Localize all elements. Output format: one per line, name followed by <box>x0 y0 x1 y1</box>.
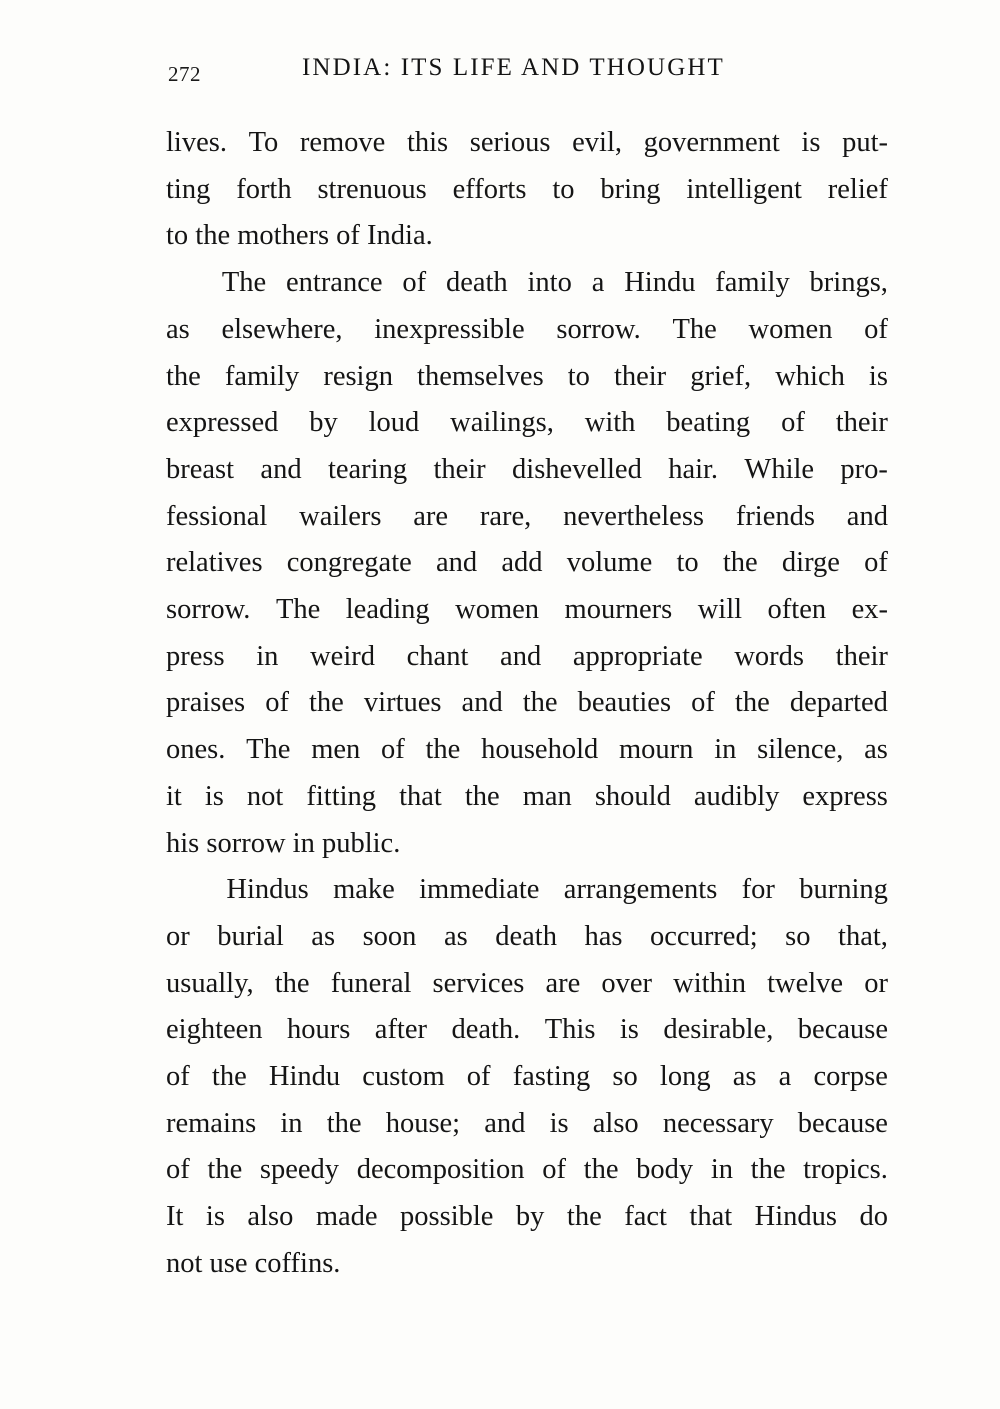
word: death <box>495 920 557 952</box>
word: the <box>522 687 558 719</box>
word: remove <box>299 127 386 158</box>
word: of <box>864 313 888 345</box>
word: with <box>584 407 636 439</box>
word: It <box>166 1201 184 1233</box>
body-text <box>166 120 888 1288</box>
word: are <box>545 967 581 999</box>
word: of <box>781 407 805 439</box>
word: the <box>166 360 201 392</box>
word: of <box>402 267 427 299</box>
word: so <box>612 1061 638 1093</box>
word: appropriate <box>572 640 703 672</box>
word: is <box>801 127 821 158</box>
word: The <box>275 594 321 626</box>
word: household <box>481 734 599 766</box>
word: over <box>601 967 652 999</box>
word: not use coffins. <box>166 1247 341 1279</box>
word: fasting <box>512 1061 591 1093</box>
word: mourn <box>619 734 694 766</box>
word: immediate <box>419 874 540 906</box>
word: grief, <box>690 360 752 392</box>
running-head: INDIA: ITS LIFE AND THOUGHT <box>302 54 725 81</box>
word: expressed <box>166 407 279 439</box>
word: entrance <box>286 267 383 299</box>
word: make <box>333 874 395 906</box>
word: is <box>619 1014 639 1046</box>
word: mourners <box>564 594 673 626</box>
text-line <box>166 447 888 494</box>
word: ex- <box>851 594 888 626</box>
text-line <box>166 540 888 587</box>
text-line <box>166 1007 888 1054</box>
text-line <box>166 260 888 307</box>
word: Hindu <box>268 1061 341 1093</box>
word: the <box>750 1154 786 1186</box>
word: to <box>676 547 699 579</box>
word: man <box>522 780 572 812</box>
word: praises <box>166 687 246 719</box>
word: express <box>802 780 888 812</box>
word: and <box>846 500 888 532</box>
word: funeral <box>330 967 412 999</box>
word: by <box>515 1201 545 1233</box>
word: made <box>315 1201 378 1233</box>
word: ting <box>166 173 211 205</box>
word: their <box>835 407 888 439</box>
word: resign <box>323 360 393 392</box>
word: also <box>247 1201 294 1233</box>
word: not <box>246 780 284 812</box>
text-line <box>166 867 888 914</box>
word: relatives <box>166 547 263 579</box>
word: wailings, <box>450 407 554 439</box>
word: volume <box>566 547 653 579</box>
word: of <box>265 687 289 719</box>
text-line <box>166 120 888 167</box>
word: forth <box>236 173 292 205</box>
word: as <box>864 734 888 766</box>
text-line <box>166 961 888 1008</box>
paragraph <box>166 260 888 867</box>
word: This <box>544 1014 596 1046</box>
word: to the mothers of India. <box>166 220 433 252</box>
text-line <box>166 680 888 727</box>
word: so <box>785 920 811 952</box>
word: by <box>309 407 338 439</box>
page-header <box>168 54 868 88</box>
word: ones. <box>166 734 226 766</box>
word: and <box>484 1107 526 1139</box>
word: body <box>636 1154 694 1186</box>
word: add <box>501 547 543 579</box>
word: the <box>326 1107 362 1139</box>
word: occurred; <box>650 920 758 952</box>
text-line <box>166 821 888 868</box>
word: friends <box>735 500 815 532</box>
word: in <box>714 734 737 766</box>
word: bring <box>600 173 661 205</box>
text-line <box>166 1147 888 1194</box>
word: fact <box>624 1201 667 1233</box>
word: has <box>584 920 623 952</box>
word: departed <box>789 687 888 719</box>
paragraph-indent <box>166 260 202 307</box>
text-line <box>166 634 888 681</box>
word: desirable, <box>663 1014 774 1046</box>
text-line <box>166 1194 888 1241</box>
word: Hindus <box>226 874 309 906</box>
word: it <box>166 780 182 812</box>
word: their <box>613 360 667 392</box>
word: the <box>309 687 344 719</box>
word: is <box>549 1107 569 1139</box>
word: as <box>732 1061 757 1093</box>
word: their <box>433 453 486 485</box>
word: death <box>445 267 508 299</box>
word: to <box>567 360 590 392</box>
word: beauties <box>577 687 672 719</box>
word: audibly <box>693 780 780 812</box>
word: because <box>797 1107 888 1139</box>
word: the <box>722 547 758 579</box>
word: nevertheless <box>563 500 704 532</box>
word: in <box>256 640 279 672</box>
word: efforts <box>452 173 527 205</box>
word: The <box>672 313 717 345</box>
word: words <box>734 640 804 672</box>
word: inexpressible <box>374 313 525 345</box>
word: leading <box>345 594 430 626</box>
word: sorrow. <box>166 594 251 626</box>
word: for <box>741 874 775 906</box>
word: press <box>166 640 225 672</box>
text-line <box>166 167 888 214</box>
word: of <box>691 687 715 719</box>
word: hair. <box>668 453 719 485</box>
word: this <box>406 127 449 158</box>
word: soon <box>362 920 417 952</box>
word: will <box>697 594 743 626</box>
word: To <box>248 127 279 158</box>
word: that, <box>838 920 888 952</box>
word: in <box>710 1154 733 1186</box>
word: eighteen <box>166 1014 263 1046</box>
word: beating <box>666 407 751 439</box>
word: the <box>566 1201 602 1233</box>
word: government <box>643 127 780 158</box>
word: The <box>246 734 291 766</box>
text-line <box>166 354 888 401</box>
text-line <box>166 1101 888 1148</box>
word: hours <box>287 1014 351 1046</box>
word: evil, <box>572 127 623 158</box>
word: serious <box>469 127 551 158</box>
word: a <box>591 267 605 299</box>
word: often <box>767 594 827 626</box>
page-number: 272 <box>168 62 201 86</box>
word: burial <box>217 920 284 952</box>
word: the <box>583 1154 619 1186</box>
word: remains <box>166 1107 257 1139</box>
word: is <box>868 360 888 392</box>
word: arrangements <box>563 874 718 906</box>
text-line <box>166 1241 888 1288</box>
text-line <box>166 774 888 821</box>
word: his sorrow in public. <box>166 827 401 859</box>
word: into <box>527 267 572 299</box>
word: because <box>797 1014 888 1046</box>
text-line <box>166 587 888 634</box>
word: the <box>211 1061 247 1093</box>
word: family <box>224 360 300 392</box>
word: put- <box>842 127 888 158</box>
word: usually, <box>166 967 254 999</box>
word: breast <box>166 453 235 485</box>
word: possible <box>400 1201 494 1233</box>
text-line <box>166 914 888 961</box>
word: necessary <box>662 1107 774 1139</box>
word: dirge <box>781 547 840 579</box>
word: or <box>864 967 888 999</box>
word: women <box>455 594 540 626</box>
word: a <box>778 1061 792 1093</box>
word: themselves <box>417 360 544 392</box>
text-line <box>166 400 888 447</box>
word: twelve <box>767 967 844 999</box>
word: as <box>443 920 468 952</box>
word: Hindu <box>624 267 696 299</box>
word: which <box>775 360 845 392</box>
word: do <box>859 1201 888 1233</box>
word: of <box>466 1061 491 1093</box>
word: elsewhere, <box>221 313 343 345</box>
text-line <box>166 213 888 260</box>
word: congregate <box>286 547 412 579</box>
word: tropics. <box>803 1154 888 1186</box>
word: in <box>280 1107 303 1139</box>
text-line <box>166 307 888 354</box>
word: women <box>748 313 833 345</box>
word: dishevelled <box>512 453 642 485</box>
word: wailers <box>299 500 382 532</box>
word: loud <box>368 407 420 439</box>
word: are <box>413 500 449 532</box>
word: men <box>311 734 361 766</box>
word: and <box>260 453 302 485</box>
word: should <box>594 780 671 812</box>
word: of <box>542 1154 566 1186</box>
word: custom <box>362 1061 445 1093</box>
word: of <box>864 547 888 579</box>
word: within <box>673 967 746 999</box>
word: house; <box>385 1107 461 1139</box>
word: lives. <box>166 127 227 158</box>
word: family <box>715 267 790 299</box>
word: virtues <box>363 687 442 719</box>
word: the <box>425 734 461 766</box>
word: fessional <box>166 500 268 532</box>
word: and <box>436 547 478 579</box>
word: relief <box>827 173 888 205</box>
word: of <box>381 734 405 766</box>
word: or <box>166 920 190 952</box>
word: speedy <box>259 1154 340 1186</box>
word: long <box>659 1061 711 1093</box>
word: also <box>592 1107 639 1139</box>
word: death. <box>451 1014 521 1046</box>
word: that <box>689 1201 733 1233</box>
word: the <box>274 967 310 999</box>
word: the <box>464 780 500 812</box>
word: is <box>204 780 224 812</box>
word: of <box>166 1154 190 1186</box>
word: as <box>311 920 336 952</box>
word: the <box>734 687 770 719</box>
paragraph <box>166 867 888 1287</box>
word: their <box>835 640 888 672</box>
word: is <box>205 1201 225 1233</box>
word: that <box>399 780 442 812</box>
word: as <box>166 313 190 345</box>
word: tearing <box>327 453 408 485</box>
word: weird <box>310 640 375 672</box>
word: chant <box>406 640 469 672</box>
word: the <box>207 1154 243 1186</box>
word: fitting <box>306 780 377 812</box>
word: and <box>500 640 542 672</box>
word: The <box>221 267 267 299</box>
word: rare, <box>479 500 532 532</box>
word: Hindus <box>754 1201 837 1233</box>
word: services <box>432 967 525 999</box>
word: corpse <box>813 1061 888 1093</box>
word: sorrow. <box>556 313 641 345</box>
text-line <box>166 1054 888 1101</box>
text-line <box>166 727 888 774</box>
word: strenuous <box>317 173 427 205</box>
word: and <box>461 687 503 719</box>
paragraph <box>166 120 888 260</box>
word: pro- <box>840 453 888 485</box>
word: of <box>166 1061 190 1093</box>
word: intelligent <box>686 173 802 205</box>
word: silence, <box>757 734 844 766</box>
word: burning <box>799 874 888 906</box>
word: While <box>744 453 815 485</box>
text-line <box>166 494 888 541</box>
word: to <box>552 173 575 205</box>
word: decomposition <box>356 1154 525 1186</box>
paragraph-indent <box>166 867 202 914</box>
word: after <box>374 1014 427 1046</box>
word: brings, <box>809 267 888 299</box>
